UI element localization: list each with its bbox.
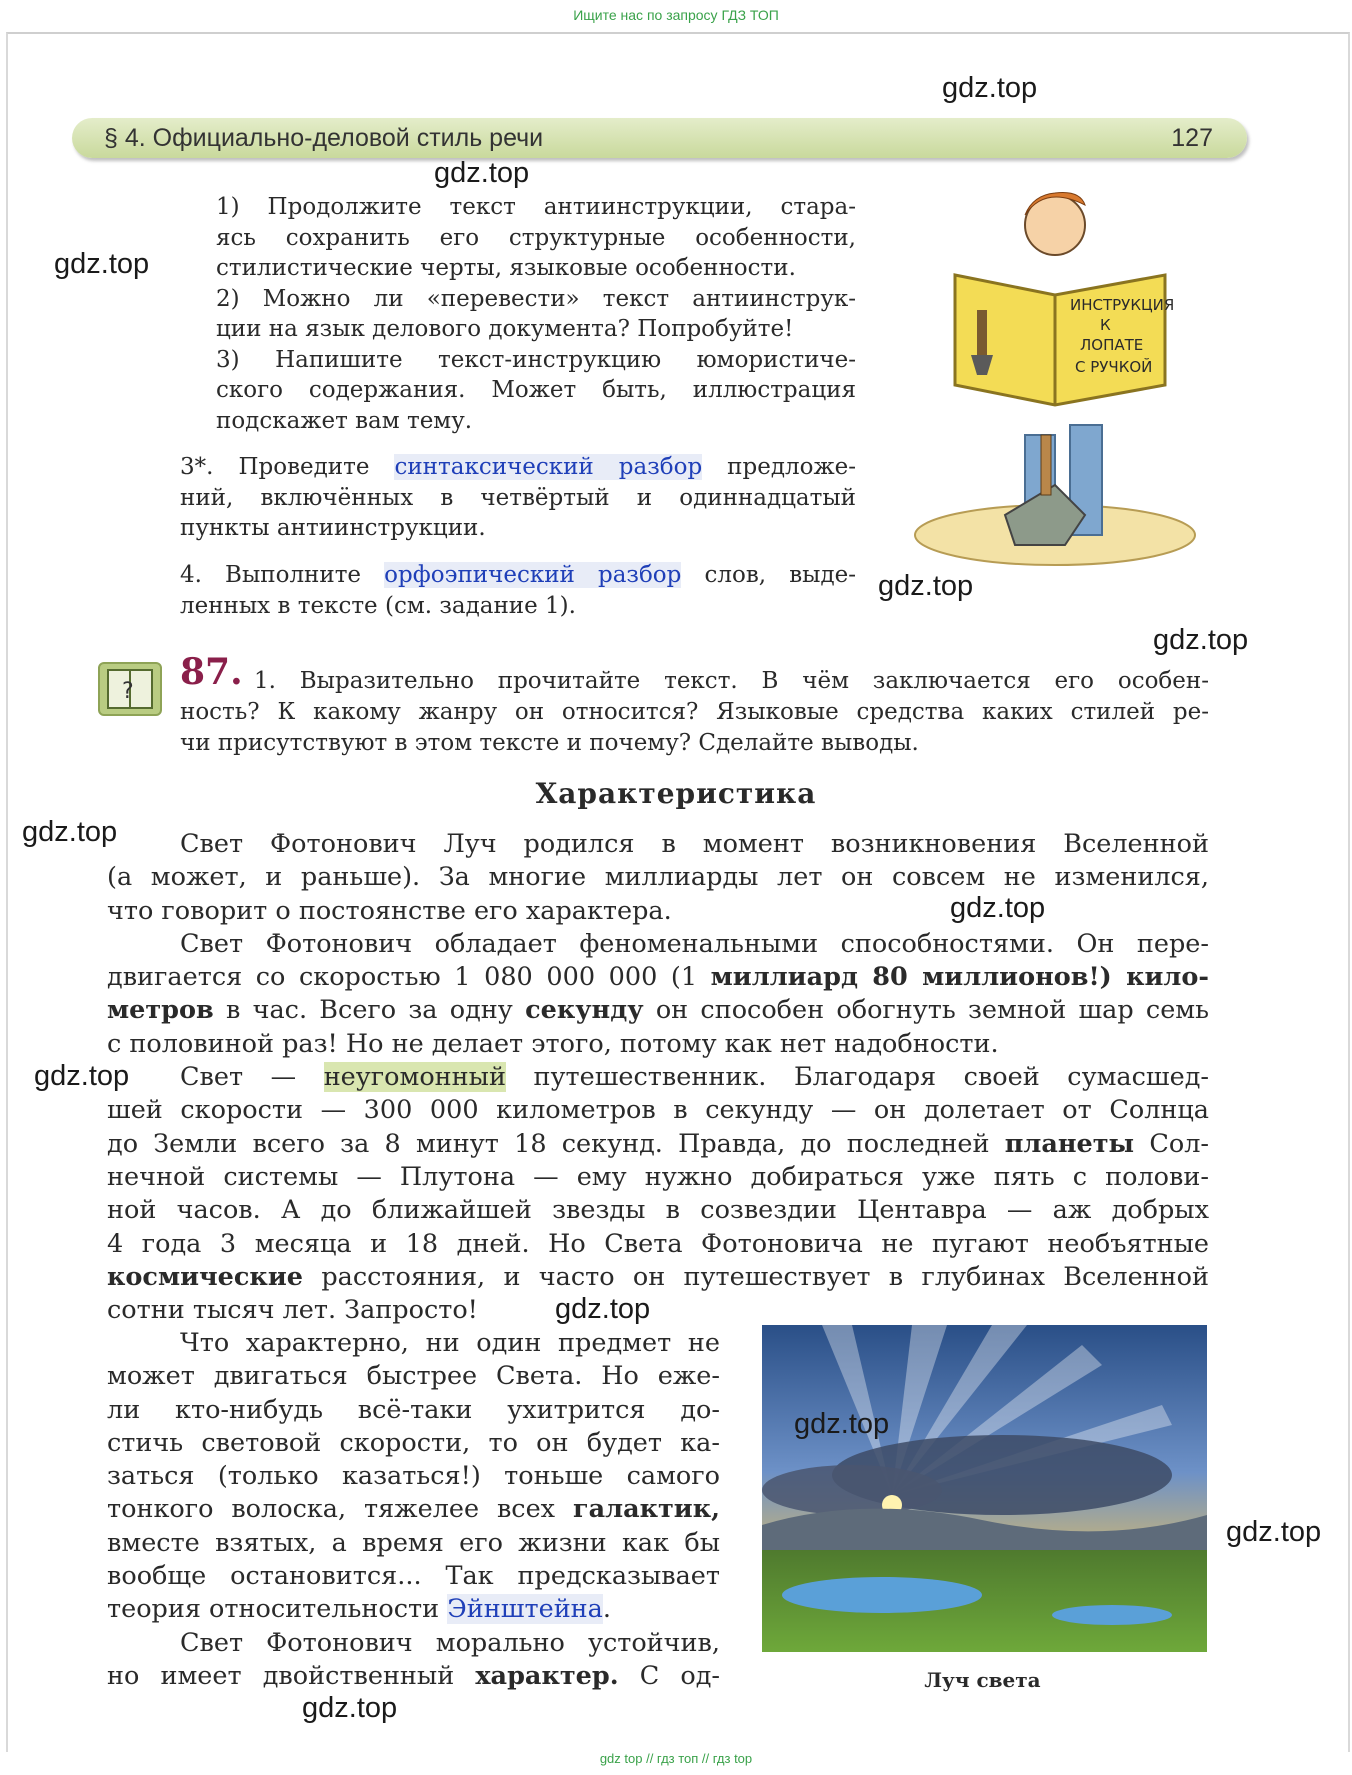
bold-word: планеты	[1004, 1128, 1135, 1159]
task-4	[180, 560, 856, 621]
text-fragment: Свет —	[180, 1062, 297, 1093]
page-number: 127	[1171, 124, 1213, 152]
text-line: Свет Фотонович Луч родился в момент возникновения Вселенной	[180, 829, 1209, 859]
bold-word: космические	[107, 1261, 303, 1292]
term-link-syntax[interactable]: синтаксический разбор	[394, 454, 703, 480]
text-fragment: до Земли всего за 8 минут 18 секунд. Правда, до последней	[107, 1128, 990, 1159]
text-line	[180, 560, 856, 591]
watermark: gdz.top	[1226, 1516, 1322, 1548]
text-fragment: 4. Выполните	[180, 562, 362, 588]
text-line	[107, 1061, 1209, 1094]
term-link-einstein[interactable]: Эйнштейна	[447, 1594, 603, 1625]
text-fragment: путешественник. Благодаря своей сумасшед-	[533, 1062, 1210, 1093]
book-cover-text: ЛОПАТЕ	[1080, 336, 1144, 354]
watermark: gdz.top	[22, 816, 118, 848]
text-line	[107, 1493, 720, 1526]
book-cover-text: ИНСТРУКЦИЯ	[1070, 296, 1175, 314]
text-line: 2) Можно ли «перевести» текст антиинструк-	[216, 285, 856, 312]
pond	[782, 1577, 982, 1613]
text-line: подскажет вам тему.	[216, 407, 473, 434]
bold-word: секунду	[525, 995, 644, 1026]
text-line: нечной системы — Плутона — ему нужно добираться уже пять с полови-	[107, 1161, 1209, 1192]
exercise-number: 87.	[180, 651, 243, 693]
book-cover-text: К	[1100, 316, 1111, 334]
highlighted-word: неугомонный	[323, 1062, 506, 1093]
watermark: gdz.top	[878, 570, 974, 602]
text-line: Свет Фотонович обладает феноменальными способностями. Он пере-	[180, 928, 1209, 959]
text-line: ли кто-нибудь всё-таки ухитрится до-	[107, 1394, 720, 1425]
svg-text:?: ?	[122, 679, 134, 704]
watermark: gdz.top	[34, 1060, 130, 1092]
cloud	[762, 1465, 942, 1515]
text-line: ность? К какому жанру он относится? Языковые средства каких стилей ре-	[180, 699, 1209, 725]
text-fragment: расстояния, и часто он путешествует в глубинах Вселенной	[321, 1261, 1209, 1292]
section-title: § 4. Официально-деловой стиль речи	[104, 124, 544, 152]
text-line: 1. Выразительно прочитайте текст. В чём заключается его особен-	[254, 668, 1209, 694]
task-3star	[180, 452, 856, 544]
text-line: сотни тысяч лет. Запросто!	[107, 1295, 478, 1326]
text-fragment: слов, выде-	[704, 562, 857, 588]
text-line: пункты антиинструкции.	[180, 515, 486, 541]
main-text-bottom	[107, 1327, 720, 1693]
task-1	[216, 192, 856, 436]
text-line: стичь световой скорости, то он будет ка-	[107, 1427, 720, 1458]
text-line: (а может, и раньше). За многие миллиарды лет он совсем не изменился,	[107, 862, 1209, 893]
text-line: ной часов. А до ближайшей звезды в созвездии Центавра — аж добрых	[107, 1195, 1209, 1226]
watermark: gdz.top	[1153, 624, 1249, 656]
text-fragment: Сол-	[1149, 1128, 1210, 1159]
text-line: ции на язык делового документа? Попробуйте!	[216, 316, 794, 342]
text-line: ского содержания. Может быть, иллюстрация	[216, 377, 856, 403]
exercise-87-task	[180, 697, 1209, 759]
light-ray-photo	[762, 1325, 1207, 1652]
watermark: gdz.top	[434, 157, 530, 189]
text-line: 3) Напишите текст-инструкцию юмористиче-	[216, 346, 856, 373]
text-fragment: двигается со скоростью 1 080 000 000 (1	[107, 962, 698, 993]
text-line	[107, 1128, 1209, 1161]
term-link-orthoepy[interactable]: орфоэпический разбор	[384, 562, 682, 588]
bold-word: миллиард 80 миллионов!) кило-	[710, 962, 1209, 993]
text-title: Характеристика	[535, 777, 817, 810]
top-banner[interactable]: Ищите нас по запросу ГДЗ ТОП	[573, 7, 779, 23]
text-line	[107, 1593, 720, 1626]
text-line: что говорит о постоянстве его характера.	[107, 895, 672, 926]
text-fragment: но имеет двойственный	[107, 1660, 455, 1691]
text-line: с половиной раз! Но не делает этого, потому как нет надобности.	[107, 1028, 999, 1059]
bold-word: галактик,	[572, 1494, 721, 1525]
text-line: 4 года 3 месяца и 18 дней. Но Света Фотоновича не пугают необъятные	[107, 1228, 1209, 1259]
bottom-banner[interactable]: gdz top // гдз топ // гдз top	[599, 1751, 753, 1766]
text-line: ясь сохранить его структурные особенности,	[216, 224, 856, 251]
text-line: стилистические черты, языковые особенности.	[216, 255, 796, 281]
text-line	[180, 452, 856, 483]
text-line	[107, 994, 1209, 1027]
shovel-drawing	[977, 310, 987, 360]
shovel-handle	[1041, 435, 1051, 495]
text-fragment: теория относительности	[107, 1594, 440, 1625]
question-book-glyph	[100, 664, 160, 714]
text-fragment: предложе-	[727, 454, 856, 480]
bold-word: метров	[107, 995, 214, 1026]
watermark: gdz.top	[54, 248, 150, 280]
watermark: gdz.top	[555, 1293, 651, 1325]
pond	[1052, 1605, 1172, 1625]
watermark: gdz.top	[794, 1408, 890, 1440]
text-fragment: в час. Всего за одну	[226, 995, 513, 1026]
photo-caption: Луч света	[924, 1668, 1041, 1692]
text-fragment: тонкого волоска, тяжелее всех	[107, 1494, 556, 1525]
text-line: вообще остановится... Так предсказывает	[107, 1561, 720, 1592]
text-line: заться (только казаться!) тоньше самого	[107, 1461, 720, 1492]
text-line: ний, включённых в четвёртый и одиннадцатый	[180, 484, 856, 511]
watermark: gdz.top	[942, 72, 1038, 104]
exercise-87-task-line1	[254, 666, 1209, 697]
book-question-icon	[98, 662, 162, 716]
text-line: ленных в тексте (см. задание 1).	[180, 592, 576, 619]
text-line: чи присутствуют в этом тексте и почему? Сделайте выводы.	[180, 730, 919, 756]
text-line	[107, 1660, 720, 1693]
text-fragment: 3*. Проведите	[180, 454, 370, 480]
text-line: Свет Фотонович морально устойчив,	[180, 1627, 720, 1658]
page-header	[72, 118, 1247, 158]
bold-word: характер.	[475, 1660, 619, 1691]
text-line: шей скорости — 300 000 километров в секунду — он долетает от Солнца	[107, 1095, 1209, 1126]
watermark: gdz.top	[950, 892, 1046, 924]
text-line	[107, 961, 1209, 994]
text-line: может двигаться быстрее Света. Но еже-	[107, 1361, 720, 1392]
text-line	[107, 1261, 1209, 1294]
boy-with-book-illustration	[895, 185, 1215, 575]
text-fragment: он способен обогнуть земной шар семь	[655, 995, 1210, 1026]
watermark: gdz.top	[302, 1692, 398, 1724]
text-line: вместе взятых, а время его жизни как бы	[107, 1527, 720, 1558]
text-fragment: С од-	[639, 1660, 721, 1691]
book-cover-text: С РУЧКОЙ	[1075, 358, 1153, 376]
text-fragment: .	[602, 1594, 611, 1625]
text-line: 1) Продолжите текст антиинструкции, стара-	[216, 194, 856, 220]
text-line: Что характерно, ни один предмет не	[180, 1328, 720, 1358]
